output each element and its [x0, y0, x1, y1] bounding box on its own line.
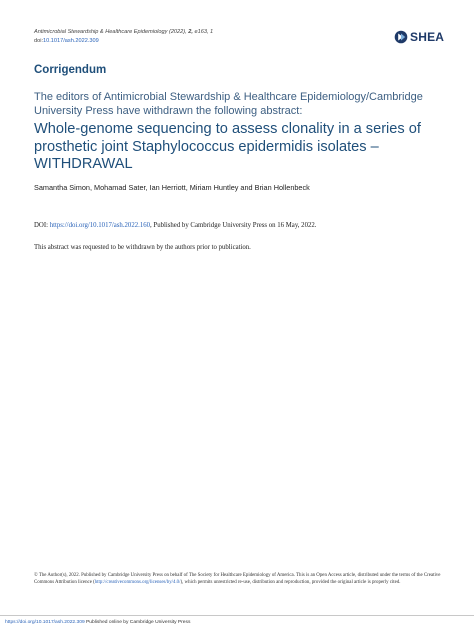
- journal-citation: [34, 29, 213, 35]
- license-link[interactable]: http://creativecommons.org/licenses/by/4.0/: [94, 580, 181, 585]
- journal-article: e163, 1: [194, 29, 214, 35]
- journal-volume: 2,: [188, 29, 193, 35]
- header-doi: [34, 38, 99, 44]
- shea-logo: [394, 27, 444, 47]
- shea-logo-icon: [394, 30, 408, 44]
- doi-published-line: [34, 222, 316, 229]
- published-text: , Published by Cambridge University Press on 16 May, 2022.: [150, 222, 317, 229]
- article-title: Whole-genome sequencing to assess clonality in a series of prosthetic joint Staphylococcus epidermidis isolates – WITHDRAWAL: [34, 121, 421, 172]
- footer-doi-link[interactable]: https://doi.org/10.1017/ash.2022.309: [5, 620, 85, 625]
- footer-text: Published online by Cambridge University Press: [84, 620, 191, 625]
- doi-prefix: doi:: [34, 38, 44, 44]
- withdrawal-notice: The editors of Antimicrobial Stewardship & Healthcare Epidemiology/Cambridge University Press have withdrawn the following abstract:: [34, 91, 423, 117]
- license-part1: © The Author(s), 2022. Published by Cambridge University Press on behalf of The Society for Healthcare Epidemiology of America. This is an Open Access article, distributed under the terms of the Creative Commons Attribution licence (: [34, 573, 441, 585]
- section-label: Corrigendum: [34, 64, 107, 76]
- license-part2: ), which permits unrestricted re-use, distribution and reproduction, provided the original article is properly cited.: [180, 580, 401, 585]
- header-doi-link[interactable]: 10.1017/ash.2022.309: [43, 38, 99, 44]
- logo-text: SHEA: [410, 30, 445, 44]
- withdrawn-statement: This abstract was requested to be withdrawn by the authors prior to publication.: [34, 244, 251, 251]
- footer-divider: [0, 615, 474, 616]
- doi-label: DOI:: [34, 222, 48, 229]
- author-list: Samantha Simon, Mohamad Sater, Ian Herriott, Miriam Huntley and Brian Hollenbeck: [34, 183, 310, 192]
- license-text: [34, 572, 444, 586]
- footer: [5, 620, 190, 625]
- journal-year: (2022),: [168, 29, 187, 35]
- journal-name: Antimicrobial Stewardship & Healthcare Epidemiology: [34, 29, 168, 35]
- abstract-doi-link[interactable]: https://doi.org/10.1017/ash.2022.160: [49, 222, 151, 229]
